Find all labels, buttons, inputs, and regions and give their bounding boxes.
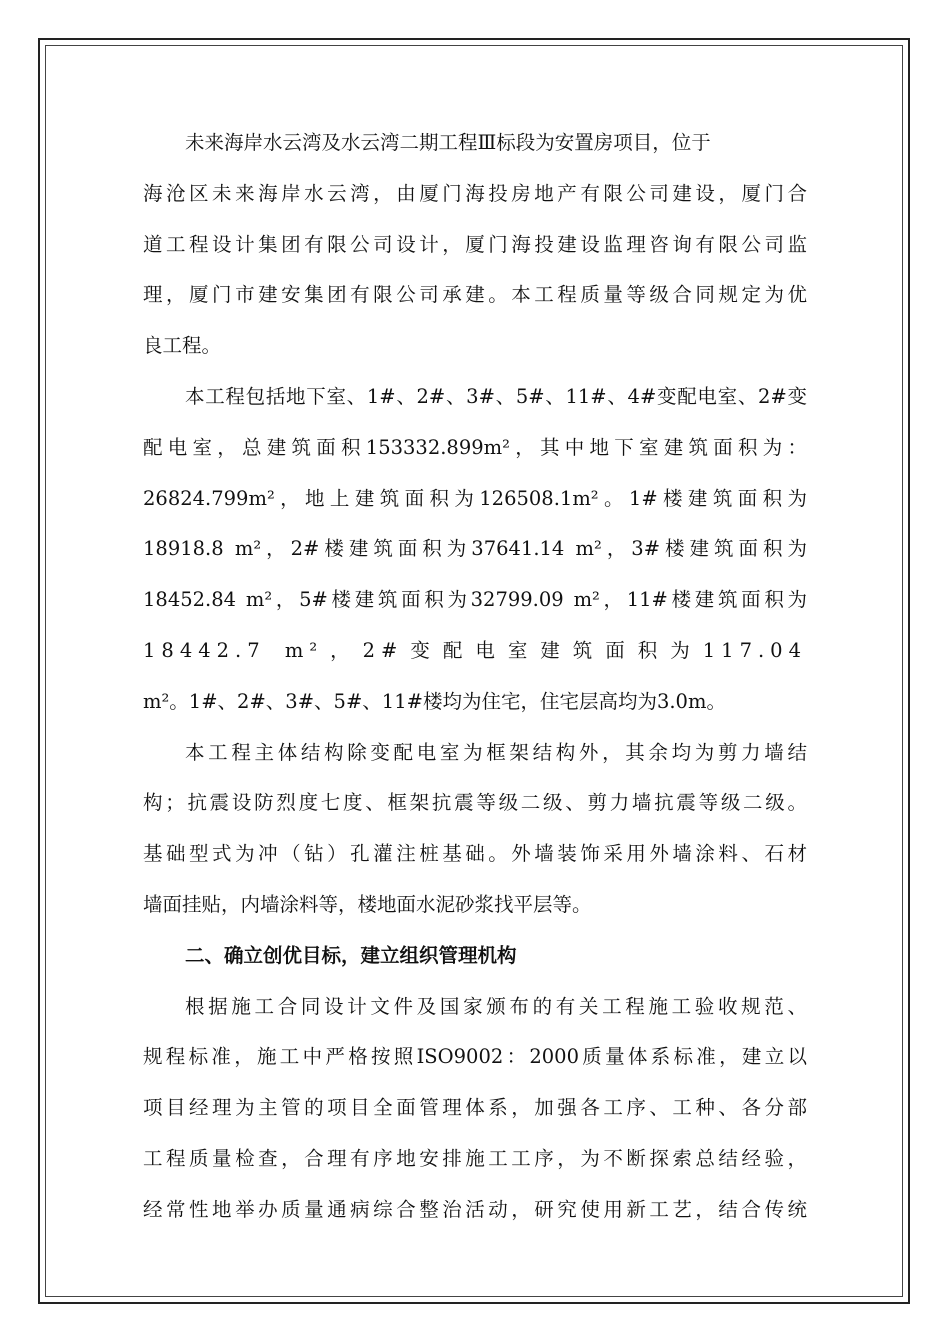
text-line: 经常性地举办质量通病综合整治活动，研究使用新工艺，结合传统 bbox=[143, 1198, 807, 1221]
text-line: 本工程包括地下室、1#、2#、3#、5#、11#、4#变配电室、2#变 bbox=[185, 385, 807, 408]
section-heading: 二、确立创优目标，建立组织管理机构 bbox=[185, 944, 517, 967]
text-line: 本工程主体结构除变配电室为框架结构外，其余均为剪力墙结 bbox=[185, 741, 807, 764]
text-line: 良工程。 bbox=[143, 334, 222, 357]
text-line: 未来海岸水云湾及水云湾二期工程Ⅲ标段为安置房项目，位于 bbox=[185, 131, 711, 154]
text-line: 根据施工合同设计文件及国家颁布的有关工程施工验收规范、 bbox=[185, 995, 807, 1018]
text-line: 道工程设计集团有限公司设计，厦门海投建设监理咨询有限公司监 bbox=[143, 233, 807, 256]
text-line: 工程质量检查，合理有序地安排施工工序，为不断探索总结经验， bbox=[143, 1147, 807, 1170]
text-line: 18442.7 m²，2#变配电室建筑面积为117.04 bbox=[143, 639, 807, 662]
text-line: m²。1#、2#、3#、5#、11#楼均为住宅，住宅层高均为3.0m。 bbox=[143, 690, 726, 713]
text-line: 构；抗震设防烈度七度、框架抗震等级二级、剪力墙抗震等级二级。 bbox=[143, 791, 807, 814]
text-line: 墙面挂贴，内墙涂料等，楼地面水泥砂浆找平层等。 bbox=[143, 893, 592, 916]
text-line: 18452.84 m²，5#楼建筑面积为32799.09 m²，11#楼建筑面积为 bbox=[143, 588, 807, 611]
text-line: 基础型式为冲（钻）孔灌注桩基础。外墙装饰采用外墙涂料、石材 bbox=[143, 842, 807, 865]
text-line: 18918.8 m²，2#楼建筑面积为37641.14 m²，3#楼建筑面积为 bbox=[143, 537, 807, 560]
text-line: 理，厦门市建安集团有限公司承建。本工程质量等级合同规定为优 bbox=[143, 283, 807, 306]
text-line: 海沧区未来海岸水云湾，由厦门海投房地产有限公司建设，厦门合 bbox=[143, 182, 807, 205]
text-line: 项目经理为主管的项目全面管理体系，加强各工序、工种、各分部 bbox=[143, 1096, 807, 1119]
text-line: 规程标准，施工中严格按照ISO9002：2000质量体系标准，建立以 bbox=[143, 1045, 807, 1068]
text-line: 配电室，总建筑面积153332.899m²，其中地下室建筑面积为： bbox=[143, 436, 807, 459]
text-line: 26824.799m²，地上建筑面积为126508.1m²。1#楼建筑面积为 bbox=[143, 487, 807, 510]
